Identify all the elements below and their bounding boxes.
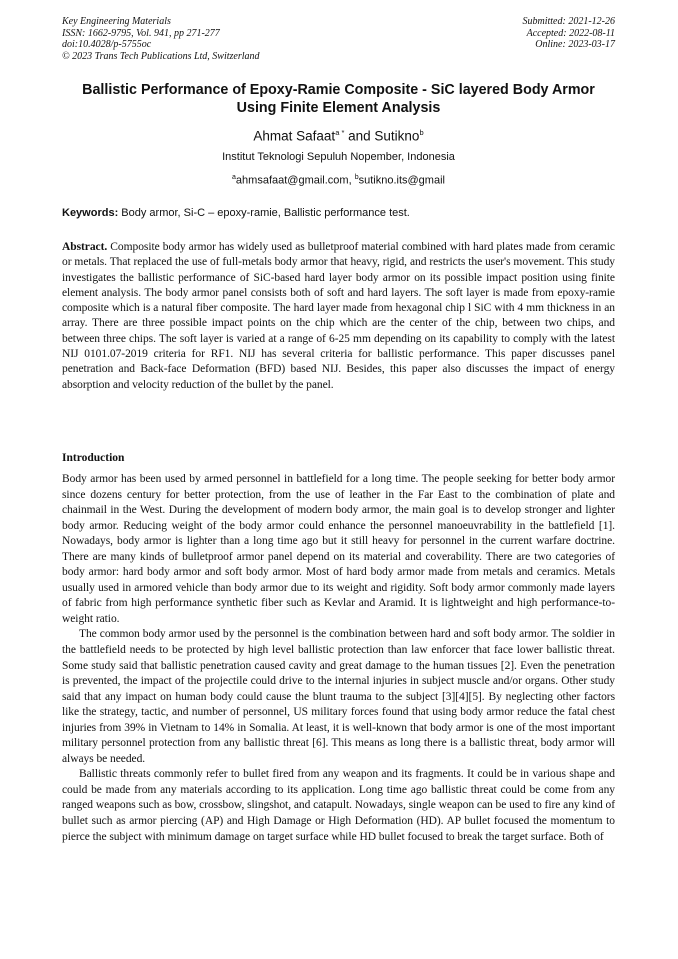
date-online: Online: 2023-03-17 — [535, 39, 615, 50]
publication-dates — [523, 16, 616, 51]
paper-title: Ballistic Performance of Epoxy-Ramie Composite - SiC layered Body Armor Using Finite Element Analysis — [82, 82, 595, 116]
paragraph: Ballistic threats commonly refer to bullet fired from any weapon and its fragments. It could be in various shape and could be made from any materials according to its application. Long time ago ballistic threat could be come from any ranged weapons such as bow, crossbow, slingshot, and catapult. Nowadays, single weapon can be used to fire any kind of bullet such as armor piercing (AP) and High Damage or High Deformation (HD). AP bullet focused the momentum to pierce the subject with minimum damage on target surface while HD bullet focused to break the target surface. Both of — [62, 768, 615, 843]
author-2-affil-mark: b — [419, 128, 424, 137]
abstract-text: Composite body armor has widely used as bulletproof material combined with hard plates made from ceramic or metals. That replaced the use of full-metals body armor that heavy, rigid, and restricts the user's movement. This study investigates the ballistic performance of SiC-based hard layer body armor on its possible impact position using finite element analysis. The body armor panel consists both of soft and hard layers. The soft layer is made from epoxy-ramie composite which is a natural fiber composite. The hard layer made from hexagonal chip l SiC with 4 mm thickness in an array. There are three possible impact points on the chip which are the center of the chip, between two chips, and between three chips. The soft layer is varied at a range of 6-25 mm depending on its capability to comply with the latest NIJ 0101.07-2019 criteria for RF1. NIJ has several criteria for ballistic performance. This paper discusses panel penetration and Back-face Deformation (BFD) based NIJ. Besides, this paper also discusses the impact of energy absorption and velocity reduction of the bullet by the panel. — [62, 241, 615, 391]
affiliation: Institut Teknologi Sepuluh Nopember, Indonesia — [222, 151, 455, 163]
email-a-mark: a — [232, 174, 236, 181]
date-accepted: Accepted: 2022-08-11 — [526, 27, 615, 39]
paragraph: Body armor has been used by armed personnel in battlefield for a long time. The people seeking for better body armor since dozens century for better protection, from the use of leather in the Far East to the combination of plate and chainmail in the West. During the development of modern body armor, the main goal is to develop stronger and lighter body armor. Reducing weight of the body armor could enhance the personnel manoeuvrability in the battlefield [1]. Nowadays, body armor is lighter than a long time ago but it still heavy for personnel in the current warfare doctrine. There are many kinds of bulletproof armor panel depend on its material and coverability. There are two categories of body armor: hard body armor and soft body armor. Most of hard body armor made from metals and ceramics. Metals usually used in armored vehicle than body armor due to its weight and rigidity. Soft body armor commonly made layers of fabric from high performance synthetic fiber such as Kevlar and Aramid. It is lightweight and high performance-to-weight ratio. — [62, 473, 615, 625]
author-1: Ahmat Safaat — [253, 128, 336, 144]
journal-info — [62, 16, 260, 62]
author-conjunction: and — [344, 128, 375, 144]
journal-doi: doi:10.4028/p-5755oc — [62, 39, 152, 50]
date-submitted: Submitted: 2021-12-26 — [522, 16, 615, 27]
abstract-label: Abstract. — [62, 241, 108, 253]
author-line — [62, 124, 615, 146]
keywords-label: Keywords: — [62, 207, 119, 219]
journal-name: Key Engineering Materials — [62, 16, 171, 27]
journal-issn: ISSN: 1662-9795, Vol. 941, pp 271-277 — [62, 27, 220, 39]
abstract — [62, 240, 615, 393]
paragraph: The common body armor used by the personnel is the combination between hard and soft body armor. The soldier in the battlefield needs to be protected by high level ballistic protection than law enforcer that face lower ballistic threat. Some study said that ballistic penetration caused cavity and great damage to the human tissues [2]. Even the penetration is prevented, the impact of the projectile could drive to the internal injuries in subject muscle and/or organs. Other study said that any impact on human body could cause the blunt trauma to the subject [3][4][5]. By neglecting other factors like the strategy, tactic, and number of personnel, US military forces found that using body armor reduce the fatal chest injuries from 39% in Vietnam to 14% in Somalia. At least, it is well-known that body armor is one of the most important military personnel protection from any ballistic threat [6]. This means as long there is a ballistic threat, body armor will always be needed. — [62, 628, 615, 765]
section-heading-introduction: Introduction — [62, 452, 125, 464]
email-a: ahmsafaat@gmail.com, — [235, 174, 355, 187]
keywords-text: Body armor, Si-C – epoxy-ramie, Ballistic performance test. — [118, 207, 410, 219]
email-b: sutikno.its@gmail — [358, 174, 445, 187]
journal-copyright: © 2023 Trans Tech Publications Ltd, Switzerland — [62, 50, 260, 62]
author-emails — [62, 171, 615, 188]
author-1-affil-mark: a * — [335, 128, 345, 137]
keywords — [62, 206, 615, 220]
introduction-body — [62, 472, 615, 845]
author-2: Sutikno — [374, 128, 420, 144]
email-b-mark: b — [354, 174, 359, 181]
